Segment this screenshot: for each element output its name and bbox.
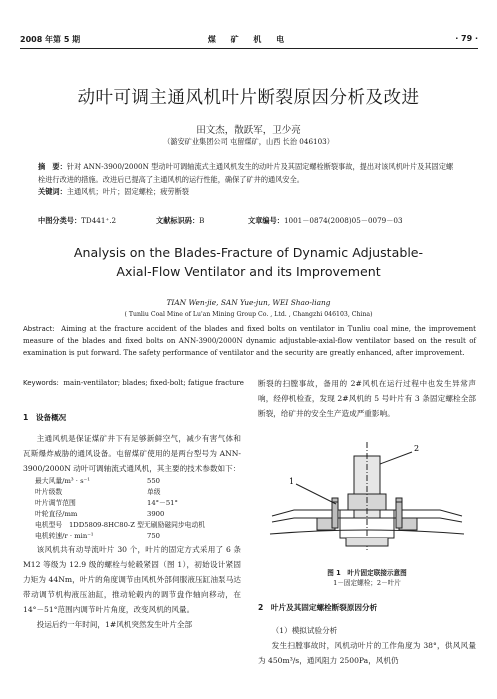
left-column: [23, 410, 241, 632]
spec-row: 叶片调节范围 14°－51°: [35, 499, 178, 507]
article-id-value: 1001－0874(2008)05－0079－03: [283, 216, 403, 225]
section2-para1: 发生扫膛事故时，风机动叶片的工作角度为 38°，供风风量为 450m³/s，通风阻力 2500Pa，风机仍: [258, 641, 476, 665]
abstract-cn-text: 针对 ANN-3900/2000N 型动叶可调轴流式主通风机发生的动叶片及其固定螺栓断裂事故，提出对该风机叶片及其固定螺栓进行改进的措施。改进后已提高了主通风机的运行性能，确保了矿井的通风安全。: [38, 162, 454, 184]
abstract-en: [23, 323, 476, 359]
fig-label-2: 2: [414, 444, 420, 453]
section2-heading: 2 叶片及其固定螺栓断裂原因分析: [258, 603, 378, 612]
keywords-en-label: Keywords:: [23, 379, 59, 387]
title-en-line1: Analysis on the Blades-Fracture of Dynamic Adjustable-: [73, 245, 424, 260]
spec-row: 电机型号 1DD5809-8HC80-Z 型无刷励磁同步电动机: [35, 521, 206, 529]
keywords-cn: 主通风机；叶片；固定螺栓；疲劳断裂: [66, 187, 189, 196]
section1-para1: 主通风机是保证煤矿井下有足够新鲜空气，减少有害气体和瓦斯爆炸威胁的通风设备。屯留煤矿使用的是两台型号为 ANN-3900/2000N 动叶可调轴流式通风机，其主要的技术参数如下：: [23, 434, 241, 473]
right-column-bottom: [258, 623, 476, 668]
abstract-cn-label: 摘 要：: [38, 162, 67, 171]
section2-sub1: （1）模拟试验分析: [271, 626, 338, 635]
authors-en: TIAN Wen-jie, SAN Yue-jun, WEI Shao-liang: [166, 298, 331, 307]
abstract-en-label: Abstract:: [23, 325, 55, 333]
header-rule: [20, 48, 478, 49]
figure-caption: [258, 568, 476, 588]
affiliation-en: ( Tunliu Coal Mine of Lu'an Mining Group Co. , Ltd. , Changzhi 046103, China): [124, 311, 373, 318]
section1-para2: 该风机共有动导流叶片 30 个，叶片的固定方式采用了 6 条 M12 等级为 12.9 级的螺栓与轮毂紧固（图 1），初始设计紧固力矩为 44Nm，叶片的角度调节由风机外部伺服液压缸油泵马达带动调节机构液压油缸，推动轮毂内的调节盘作轴向移动，在 14°－51°范围内调节叶片角度，改变风机的风量。: [23, 545, 241, 614]
spec-row: 叶轮直径/mm 3900: [35, 510, 165, 518]
journal-name: 煤 矿 机 电: [207, 35, 291, 44]
authors-cn: 田文杰，散跃军，卫少亮: [196, 125, 301, 136]
affiliation-cn: （潞安矿业集团公司 屯留煤矿，山西 长治 046103）: [163, 137, 334, 146]
spec-row: 叶片级数 单级: [35, 488, 161, 496]
keywords-cn-label: 关键词：: [38, 187, 67, 196]
running-header: [20, 34, 478, 48]
doc-code-label: 文献标识码：: [156, 216, 200, 225]
clc-label: 中图分类号：: [38, 216, 82, 225]
title-en: [0, 243, 497, 281]
section1-para3: 投运后约一年时间，1#风机突然发生叶片全部: [36, 620, 193, 629]
article-id-label: 文章编号：: [248, 216, 284, 225]
spec-row: 电机转速/r · min⁻¹ 750: [35, 532, 160, 540]
abstract-cn: [38, 161, 456, 199]
figure-blade-fixing: [262, 438, 472, 558]
doc-code-value: B: [199, 216, 205, 225]
fig-label-1: 1: [289, 477, 295, 486]
fig-caption-legend: 1－固定螺栓；2－叶片: [333, 579, 401, 587]
abstract-en-text: Aiming at the fracture accident of the blades and fixed bolts on ventilator in Tunliu coal mine, the improvement measure of the blades and fixed bolts on ANN-3900/2000N dynamic adjustable-axial-flow ventilator based on the result of examination is put forward. The safety performance of ventilator and the security are greatly enhanced, after improvement.: [23, 325, 476, 357]
keywords-en: main-ventilator; blades; fixed-bolt; fatigue fracture: [63, 379, 244, 387]
right-para1: 断裂的扫膛事故，备用的 2#风机在运行过程中也发生异常声响，经停机检查，发现 2#风机的 5 号叶片有 3 条固定螺栓全部断裂，给矿井的安全生产造成严重影响。: [258, 379, 476, 418]
clc-value: TD441⁺.2: [81, 216, 117, 225]
right-column-top: [258, 376, 476, 421]
title-en-line2: Axial-Flow Ventilator and its Improvement: [116, 264, 381, 279]
fig-caption-title: 图 1 叶片固定联接示意图: [327, 569, 407, 577]
issue-label: 2008 年第 5 期: [20, 35, 81, 44]
spec-row: 最大风量/m³ · s⁻¹ 550: [35, 477, 160, 485]
section1-heading: 1 设备概况: [23, 413, 67, 422]
title-cn: 动叶可调主通风机叶片断裂原因分析及改进: [77, 88, 420, 108]
page-number: · 79 ·: [455, 34, 478, 43]
